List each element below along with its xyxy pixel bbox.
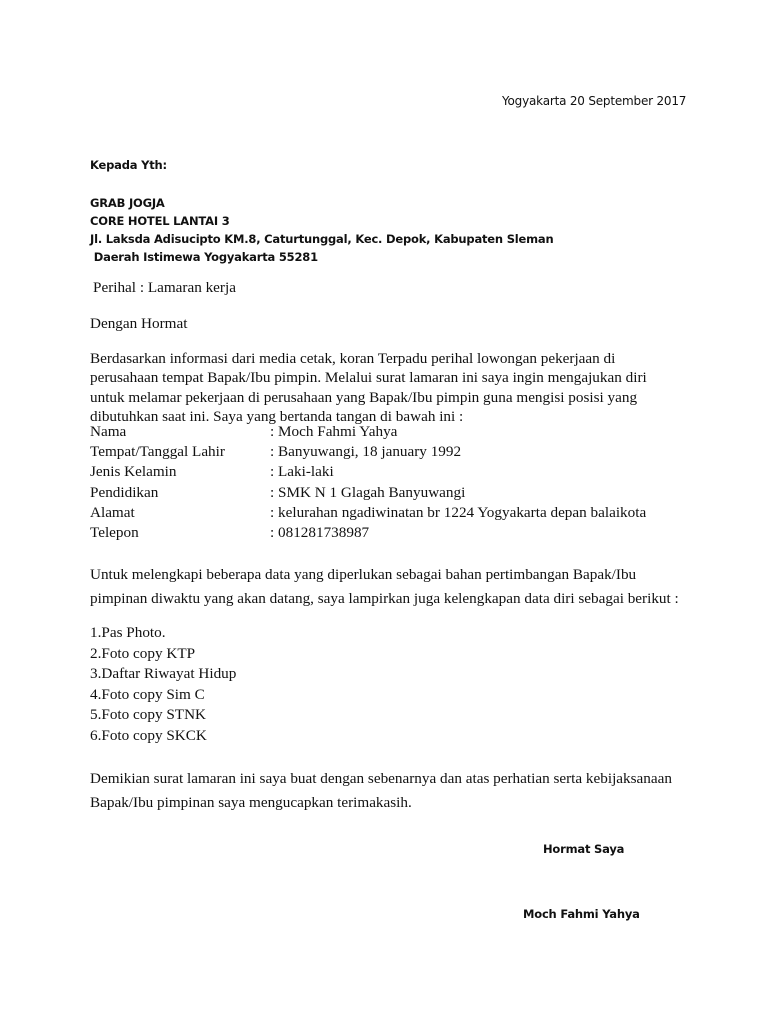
closing-line: Demikian surat lamaran ini saya buat dengan sebenarnya dan atas perhatian serta kebijaksanaan <box>90 770 672 787</box>
data-label: Pendidikan <box>90 483 159 501</box>
greeting-to: Kepada Yth: <box>90 158 167 172</box>
intro-line: untuk melamar pekerjaan di perusahaan yang Bapak/Ibu pimpin guna mengisi posisi yang <box>90 388 638 406</box>
list-item: 6.Foto copy SKCK <box>90 726 207 744</box>
data-value: : Laki-laki <box>270 463 334 481</box>
signer-name: Moch Fahmi Yahya <box>523 907 640 921</box>
data-value: : Banyuwangi, 18 january 1992 <box>270 443 462 461</box>
recipient-block <box>90 194 553 266</box>
list-item: 1.Pas Photo. <box>90 624 166 641</box>
data-label: Jenis Kelamin <box>90 463 177 481</box>
data-value: : SMK N 1 Glagah Banyuwangi <box>270 483 466 501</box>
intro-line: perusahaan tempat Bapak/Ibu pimpin. Melalui surat lamaran ini saya ingin mengajukan diri <box>90 369 647 387</box>
data-label: Tempat/Tanggal Lahir <box>90 443 225 461</box>
list-item: 3.Daftar Riwayat Hidup <box>90 665 237 683</box>
place-date: Yogyakarta 20 September 2017 <box>502 94 687 108</box>
attachment-intro-line: pimpinan diwaktu yang akan datang, saya lampirkan juga kelengkapan data diri sebagai berikut : <box>90 589 679 607</box>
data-value: : kelurahan ngadiwinatan br 1224 Yogyakarta depan balaikota <box>270 503 647 521</box>
recipient-building: CORE HOTEL LANTAI 3 <box>90 214 230 228</box>
list-item: 2.Foto copy KTP <box>90 644 196 662</box>
recipient-street: Jl. Laksda Adisucipto KM.8, Caturtunggal, Kec. Depok, Kabupaten Sleman <box>90 232 554 246</box>
salutation: Dengan Hormat <box>90 315 188 332</box>
intro-paragraph <box>90 349 690 426</box>
closing-line: Bapak/Ibu pimpinan saya mengucapkan terimakasih. <box>90 793 412 811</box>
data-value: : Moch Fahmi Yahya <box>270 423 398 440</box>
attachment-list <box>90 624 236 748</box>
list-item: 4.Foto copy Sim C <box>90 685 205 703</box>
attachment-intro-paragraph <box>90 563 690 610</box>
data-label: Telepon <box>90 523 139 541</box>
sign-off: Hormat Saya <box>543 842 625 856</box>
intro-line: dibutuhkan saat ini. Saya yang bertanda tangan di bawah ini : <box>90 407 464 425</box>
data-label: Nama <box>90 423 127 440</box>
closing-paragraph <box>90 767 690 814</box>
attachment-intro-line: Untuk melengkapi beberapa data yang diperlukan sebagai bahan pertimbangan Bapak/Ibu <box>90 566 637 583</box>
intro-line: Berdasarkan informasi dari media cetak, koran Terpadu perihal lowongan pekerjaan di <box>90 350 616 367</box>
subject-line: Perihal : Lamaran kerja <box>93 279 236 296</box>
list-item: 5.Foto copy STNK <box>90 706 207 724</box>
data-value: : 081281738987 <box>270 523 370 541</box>
recipient-name: GRAB JOGJA <box>90 196 165 210</box>
data-label: Alamat <box>90 503 135 521</box>
recipient-region: Daerah Istimewa Yogyakarta 55281 <box>90 250 318 264</box>
